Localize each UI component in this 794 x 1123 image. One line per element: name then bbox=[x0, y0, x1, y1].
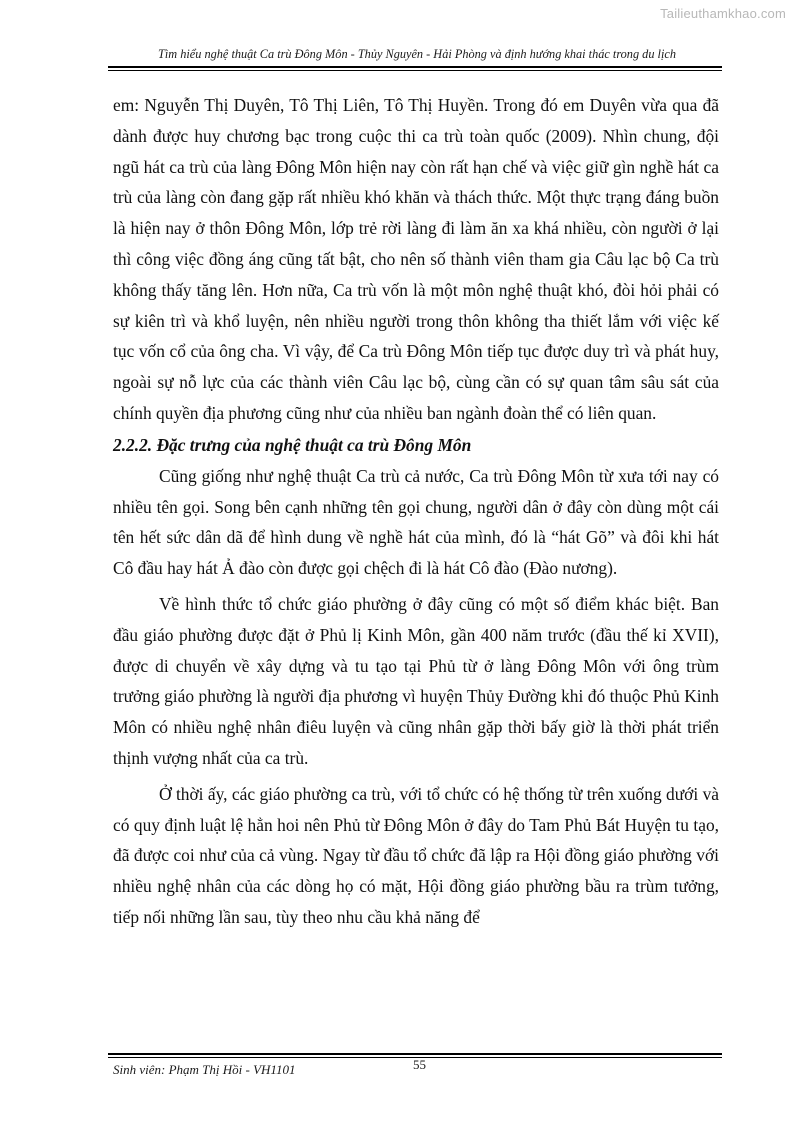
paragraph-4: Ở thời ấy, các giáo phường ca trù, với tổ chức có hệ thống từ trên xuống dưới và có quy định luật lệ hẳn hoi nên Phủ từ Đông Môn ở đây do Tam Phủ Bát Huyện tu tạo, đã được coi như của cả vùng. Ngay từ đầu tổ chức đã lập ra Hội đồng giáo phường với nhiều nghệ nhân của các dòng họ có mặt, Hội đồng giáo phường bầu ra trùm tưởng, tiếp nối những lần sau, tùy theo nhu cầu khả năng để bbox=[113, 783, 719, 927]
page-number: 55 bbox=[413, 1057, 426, 1072]
paragraph-1: em: Nguyễn Thị Duyên, Tô Thị Liên, Tô Thị Huyền. Trong đó em Duyên vừa qua đã dành được huy chương bạc trong cuộc thi ca trù toàn quốc (2009). Nhìn chung, đội ngũ hát ca trù của làng Đông Môn hiện nay còn rất hạn chế và việc giữ gìn nghề hát ca trù của làng còn đang gặp rất nhiều khó khăn và thách thức. Một thực trạng đáng buồn là hiện nay ở thôn Đông Môn, lớp trẻ rời làng đi làm ăn xa khá nhiều, còn người ở lại thì công việc đồng áng cũng tất bật, cho nên số thành viên tham gia Câu lạc bộ Ca trù không thấy tăng lên. Hơn nữa, Ca trù vốn là một môn nghệ thuật khó, đòi hỏi phải có sự kiên trì và khổ luyện, nên nhiều người trong thôn không tha thiết lắm với việc kế tục vốn cổ của ông cha. Vì vậy, để Ca trù Đông Môn tiếp tục được duy trì và phát huy, ngoài sự nỗ lực của các thành viên Câu lạc bộ, cùng cần có sự quan tâm sâu sát của chính quyền địa phương cũng như của nhiều ban ngành đoàn thể có liên quan. bbox=[113, 95, 719, 423]
header-rule bbox=[108, 66, 722, 68]
header-rule-thin bbox=[108, 70, 722, 71]
footer-rule bbox=[108, 1053, 722, 1055]
page-body bbox=[113, 90, 719, 933]
watermark: Tailieuthamkhao.com bbox=[660, 6, 786, 21]
section-heading: 2.2.2. Đặc trưng của nghệ thuật ca trù Đông Môn bbox=[113, 434, 472, 455]
footer-student-name: Sinh viên: Phạm Thị Hồi - VH1101 bbox=[113, 1062, 296, 1077]
paragraph-3: Về hình thức tổ chức giáo phường ở đây cũng có một số điểm khác biệt. Ban đầu giáo phường được đặt ở Phủ lị Kinh Môn, gần 400 năm trước (đầu thế kỉ XVII), được di chuyển về xây dựng và tu tạo tại Phủ từ ở làng Đông Môn với ông trùm trưởng giáo phường là người địa phương vì huyện Thủy Đường khi đó thuộc Phủ Kinh Môn có nhiều nghệ nhân điêu luyện và cũng nhân gặp thời bấy giờ là thời phát triển thịnh vượng nhất của ca trù. bbox=[113, 593, 719, 768]
paragraph-2: Cũng giống như nghệ thuật Ca trù cả nước, Ca trù Đông Môn từ xưa tới nay có nhiều tên gọi. Song bên cạnh những tên gọi chung, người dân ở đây còn dùng một cái tên hết sức dân dã để hình dung về nghề hát của mình, đó là “hát Gõ” và đôi khi hát Cô đầu hay hát Ả đào còn được gọi chệch đi là hát Cô đào (Đào nương). bbox=[113, 465, 719, 579]
running-header: Tìm hiểu nghệ thuật Ca trù Đông Môn - Thủy Nguyên - Hải Phòng và định hướng khai thác trong du lịch bbox=[158, 47, 676, 61]
